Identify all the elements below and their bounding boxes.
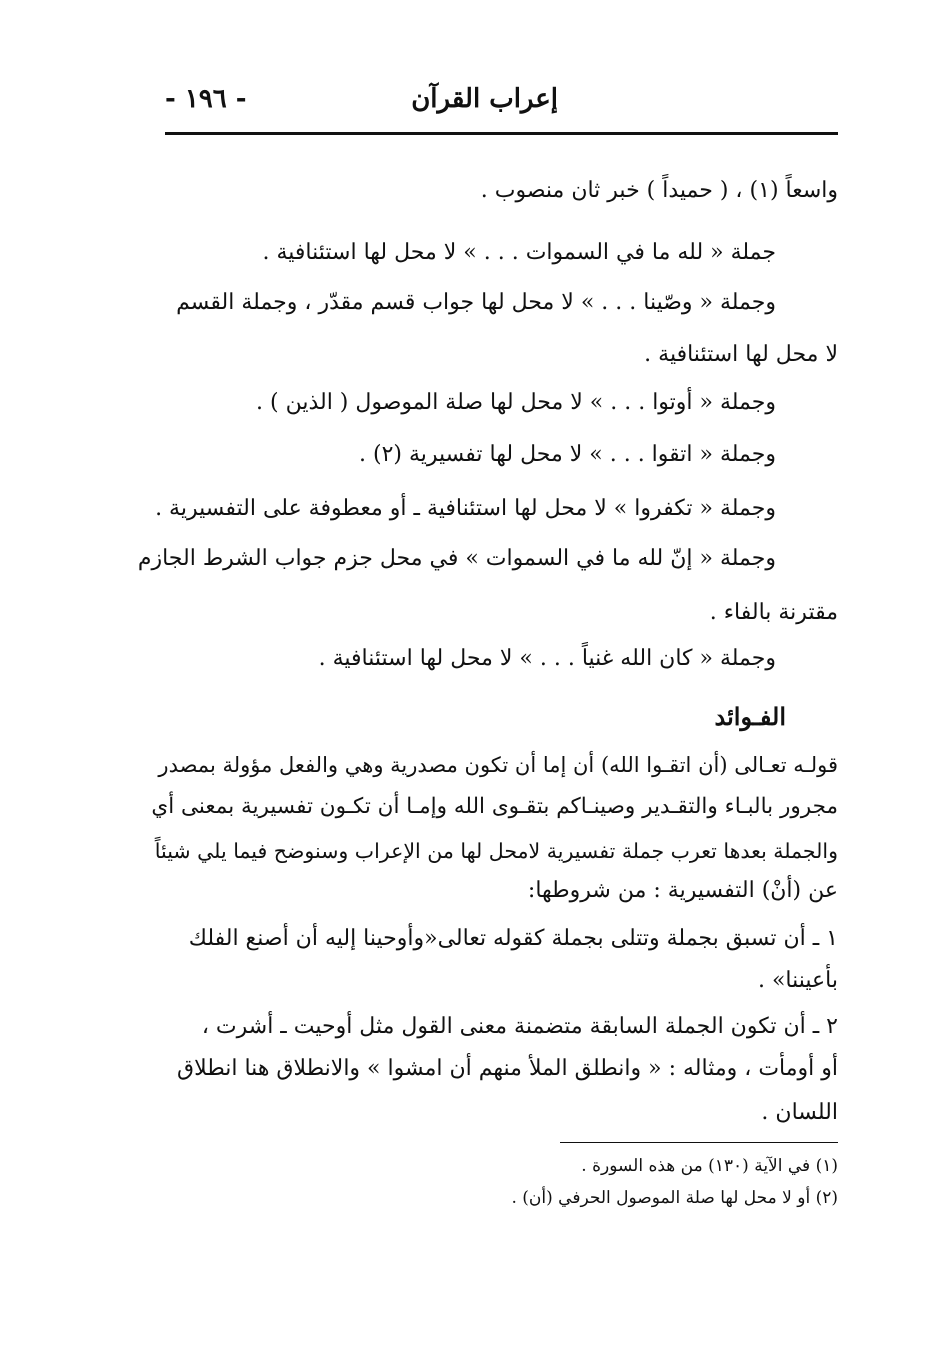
section-heading: الفـوائد [714, 702, 786, 731]
text-line: مجرور بالبـاء والتقـدير وصينـاكم بتقـوى الله وإمـا أن تكـون تفسيرية بمعنى أي [151, 794, 838, 819]
text-line: اللسان . [761, 1100, 838, 1125]
footnote-rule [560, 1142, 838, 1143]
text-line: وجملة « كان الله غنياً . . . » لا محل لها استئنافية . [318, 646, 776, 671]
text-line: جملة « لله ما في السموات . . . » لا محل لها استئنافية . [262, 240, 776, 265]
footnote: (١) في الآية (١٣٠) من هذه السورة . [581, 1156, 838, 1176]
text-line: بأعيننا» . [757, 968, 838, 993]
header-rule [165, 132, 838, 135]
text-line: عن (أنْ) التفسيرية : من شروطها: [527, 878, 838, 903]
text-line: مقترنة بالفاء . [709, 600, 838, 625]
text-line: وجملة « تكفروا » لا محل لها استئنافية ـ أو معطوفة على التفسيرية . [155, 496, 776, 521]
book-title: إعراب القرآن [411, 84, 558, 114]
text-line: أو أومأت ، ومثاله : « وانطلق الملأ منهم أن امشوا » والانطلاق هنا انطلاق [177, 1056, 838, 1081]
text-line: لا محل لها استئنافية . [644, 342, 838, 367]
text-line: وجملة « وصّينا . . . » لا محل لها جواب قسم مقدّر ، وجملة القسم [176, 290, 776, 315]
page-number: - ١٩٦ - [165, 84, 247, 114]
text-line: واسعاً (١) ، ( حميداً ) خبر ثان منصوب . [480, 178, 838, 203]
text-line: وجملة « اتقوا . . . » لا محل لها تفسيرية (٢) . [359, 442, 776, 467]
text-line: والجملة بعدها تعرب جملة تفسيرية لامحل لها من الإعراب وسنوضح فيما يلي شيئاً [154, 839, 838, 863]
text-line: قولـه تعـالى (أن اتقـوا الله) أن إما أن تكون مصدرية وهي والفعل مؤولة بمصدر [158, 753, 838, 777]
page-header [165, 82, 838, 124]
text-line: وجملة « أوتوا . . . » لا محل لها صلة الموصول ( الذين ) . [256, 390, 776, 415]
text-line: وجملة « إنّ لله ما في السموات » في محل جزم جواب الشرط الجازم [137, 546, 776, 571]
text-line: ١ ـ أن تسبق بجملة وتتلى بجملة كقوله تعالى«وأوحينا إليه أن أصنع الفلك [188, 926, 838, 951]
text-line: ٢ ـ أن تكون الجملة السابقة متضمنة معنى القول مثل أوحيت ـ أشرت ، [201, 1014, 838, 1039]
footnote: (٢) أو لا محل لها صلة الموصول الحرفي (أن) . [511, 1188, 838, 1208]
